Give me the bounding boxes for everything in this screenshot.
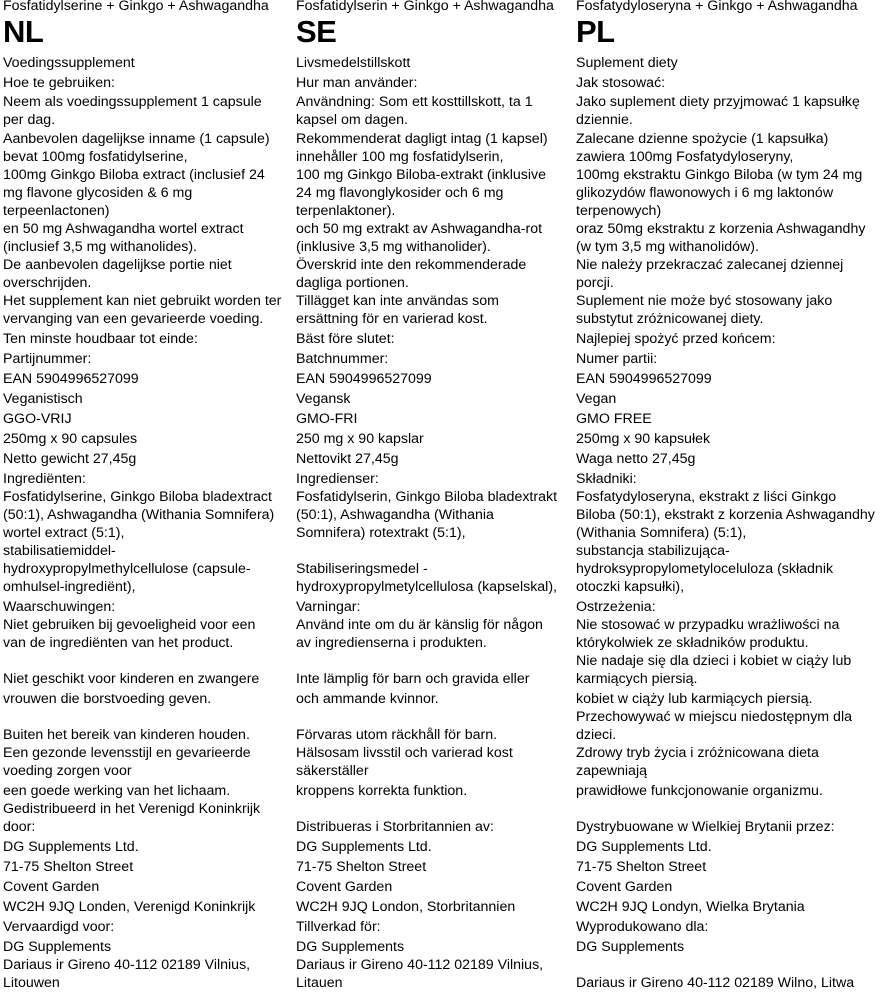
label-line: 71-75 Shelton Street: [296, 859, 427, 875]
label-line: Voedingssupplement: [3, 55, 135, 71]
label-line: substancja stabilizująca-: [576, 543, 730, 559]
label-line: Rekommenderat dagligt intag (1 kapsel): [296, 131, 548, 147]
label-line: Vervaardigd voor:: [3, 919, 115, 935]
label-line: voeding zorgen voor: [3, 763, 132, 779]
label-line: Najlepiej spożyć przed końcem:: [576, 331, 776, 347]
label-line: De aanbevolen dagelijkse portie niet: [3, 257, 232, 273]
label-line: Covent Garden: [296, 879, 393, 895]
label-line: Zdrowy tryb życia i zróżnicowana dieta: [576, 745, 819, 761]
label-line: een goede werking van het lichaam.: [3, 783, 231, 799]
label-line: (inklusive 3,5 mg withanolider).: [296, 239, 491, 255]
label-line: prawidłowe funkcjonowanie organizmu.: [576, 783, 823, 799]
label-line: kroppens korrekta funktion.: [296, 783, 468, 799]
label-line: Dystrybuowane w Wielkiej Brytanii przez:: [576, 819, 835, 835]
label-line: Dariaus ir Gireno 40-112 02189 Wilno, Litwa: [576, 975, 855, 991]
label-line: en 50 mg Ashwagandha wortel extract: [3, 221, 244, 237]
label-line: Ostrzeżenia:: [576, 599, 656, 615]
label-line: innehåller 100 mg fosfatidylserin,: [296, 149, 504, 165]
label-line: Partijnummer:: [3, 351, 92, 367]
label-line: stabilisatiemiddel-: [3, 543, 116, 559]
label-line: Niet geschikt voor kinderen en zwangere: [3, 671, 260, 687]
label-line: 100 mg Ginkgo Biloba-extrakt (inklusive: [296, 167, 546, 183]
label-line: Nie nadaje się dla dzieci i kobiet w ciąży lub: [576, 653, 852, 669]
label-line: 100mg Ginkgo Biloba extract (inclusief 24: [3, 167, 265, 183]
label-line: którykolwiek ze składników produktu.: [576, 635, 809, 651]
label-line: Tillverkad för:: [296, 919, 381, 935]
label-line: säkerställer: [296, 763, 369, 779]
label-line: kapsel om dagen.: [296, 112, 408, 128]
label-line: hydroxypropylmetylcellulosa (kapselskal),: [296, 579, 557, 595]
label-line: Hoe te gebruiken:: [3, 75, 115, 91]
label-line: Dariaus ir Gireno 40-112 02189 Vilnius,: [296, 957, 544, 973]
label-line: substytut zróżnicowanej diety.: [576, 311, 764, 327]
label-line: Livsmedelstillskott: [296, 55, 411, 71]
label-line: DG Supplements: [576, 939, 685, 955]
label-line: GGO-VRIJ: [3, 411, 72, 427]
label-line: Stabiliseringsmedel -: [296, 561, 428, 577]
label-line: 24 mg flavonglykosider och 6 mg: [296, 185, 504, 201]
label-line: Nie należy przekraczać zalecanej dziennej: [576, 257, 844, 273]
label-line: Använd inte om du är känslig för någon: [296, 617, 543, 633]
label-line: Distribueras i Storbritannien av:: [296, 819, 494, 835]
label-line: 71-75 Shelton Street: [576, 859, 707, 875]
label-line: Nettovikt 27,45g: [296, 451, 399, 467]
label-line: EAN 5904996527099: [576, 371, 712, 387]
label-line: Fosfatidylserin, Ginkgo Biloba bladextrakt: [296, 489, 558, 505]
label-line: Jako suplement diety przyjmować 1 kapsułkę: [576, 94, 860, 110]
label-line: Niet gebruiken bij gevoeligheid voor een: [3, 617, 256, 633]
label-line: Nie stosować w przypadku wrażliwości na: [576, 617, 840, 633]
label-line: Litauen: [296, 975, 343, 991]
label-line: Fosfatydyloseryna, ekstrakt z liści Ginkgo: [576, 489, 837, 505]
label-line: DG Supplements Ltd.: [3, 839, 139, 855]
label-line: mg flavone glycosiden & 6 mg: [3, 185, 193, 201]
label-line: GMO-FRI: [296, 411, 358, 427]
label-line: av ingredienserna i produkten.: [296, 635, 487, 651]
label-line: Suplement nie może być stosowany jako: [576, 293, 833, 309]
label-line: (Withania Somnifera) (5:1),: [576, 525, 747, 541]
label-line: Ingrediënten:: [3, 471, 86, 487]
label-line: Jak stosować:: [576, 75, 666, 91]
label-line: 250mg x 90 kapsułek: [576, 431, 711, 447]
label-line: Somnifera) rotextrakt (5:1),: [296, 525, 466, 541]
label-line: wortel extract (5:1),: [3, 525, 125, 541]
label-line: EAN 5904996527099: [3, 371, 139, 387]
label-line: Veganistisch: [3, 391, 83, 407]
label-line: Biloba (50:1), ekstrakt z korzenia Ashwagandhy: [576, 507, 875, 523]
label-line: otoczki kapsułki),: [576, 579, 685, 595]
label-line: Een gezonde levensstijl en gevarieerde: [3, 745, 251, 761]
label-line: porcji.: [576, 275, 614, 291]
label-line: Netto gewicht 27,45g: [3, 451, 137, 467]
product-title: Fosfatydyloseryna + Ginkgo + Ashwagandha: [576, 0, 858, 14]
label-line: Numer partii:: [576, 351, 658, 367]
label-line: och ammande kvinnor.: [296, 691, 439, 707]
label-line: Ingredienser:: [296, 471, 379, 487]
label-line: hydroxypropylmethylcellulose (capsule-: [3, 561, 251, 577]
label-line: WC2H 9JQ London, Storbritannien: [296, 899, 516, 915]
label-line: GMO FREE: [576, 411, 652, 427]
label-line: Batchnummer:: [296, 351, 389, 367]
label-line: Covent Garden: [3, 879, 100, 895]
label-column-nl: [3, 0, 303, 993]
label-line: 71-75 Shelton Street: [3, 859, 134, 875]
label-line: Gedistribueerd in het Verenigd Koninkrijk: [3, 801, 261, 817]
label-line: glikozydów flawonowych i 6 mg laktonów: [576, 185, 834, 201]
product-title: Fosfatidylserine + Ginkgo + Ashwagandha: [3, 0, 269, 14]
label-line: zapewniają: [576, 763, 647, 779]
label-line: DG Supplements: [3, 939, 112, 955]
label-line: Litouwen: [3, 975, 60, 991]
label-column-se: [296, 0, 586, 993]
label-line: WC2H 9JQ Londyn, Wielka Brytania: [576, 899, 805, 915]
label-line: Hur man använder:: [296, 75, 418, 91]
label-line: 100mg ekstraktu Ginkgo Biloba (w tym 24 mg: [576, 167, 863, 183]
label-line: DG Supplements Ltd.: [576, 839, 712, 855]
label-line: ersättning för en varierad kost.: [296, 311, 488, 327]
label-line: dziennie.: [576, 112, 633, 128]
label-line: Dariaus ir Gireno 40-112 02189 Vilnius,: [3, 957, 251, 973]
label-line: DG Supplements Ltd.: [296, 839, 432, 855]
label-line: hydroksypropylometyloceluloza (składnik: [576, 561, 834, 577]
label-line: omhulsel-ingrediënt),: [3, 579, 136, 595]
label-line: Överskrid inte den rekommenderade: [296, 257, 527, 273]
label-line: DG Supplements: [296, 939, 405, 955]
label-line: terpenowych): [576, 203, 662, 219]
label-line: 250 mg x 90 kapslar: [296, 431, 424, 447]
label-line: (50:1), Ashwagandha (Withania: [296, 507, 494, 523]
label-line: vervanging van een gevarieerde voeding.: [3, 311, 264, 327]
language-code: NL: [3, 14, 44, 49]
label-line: Suplement diety: [576, 55, 678, 71]
label-line: Bäst före slutet:: [296, 331, 395, 347]
label-line: Tillägget kan inte användas som: [296, 293, 499, 309]
label-line: (w tym 3,5 mg withanolidów).: [576, 239, 759, 255]
label-line: Wyprodukowano dla:: [576, 919, 709, 935]
label-line: Hälsosam livsstil och varierad kost: [296, 745, 513, 761]
label-line: Fosfatidylserine, Ginkgo Biloba bladextract: [3, 489, 272, 505]
label-line: (inclusief 3,5 mg withanolides).: [3, 239, 197, 255]
label-line: Neem als voedingssupplement 1 capsule: [3, 94, 262, 110]
label-line: oraz 50mg ekstraktu z korzenia Ashwagandhy: [576, 221, 866, 237]
label-line: Het supplement kan niet gebruikt worden ter: [3, 293, 282, 309]
label-line: WC2H 9JQ Londen, Verenigd Koninkrijk: [3, 899, 256, 915]
label-line: Covent Garden: [576, 879, 673, 895]
label-line: kobiet w ciąży lub karmiących piersią.: [576, 691, 813, 707]
label-line: 250mg x 90 capsules: [3, 431, 138, 447]
label-line: karmiących piersią.: [576, 671, 698, 687]
label-line: Inte lämplig för barn och gravida eller: [296, 671, 530, 687]
label-line: Vegansk: [296, 391, 351, 407]
label-line: Buiten het bereik van kinderen houden.: [3, 727, 250, 743]
label-line: Przechowywać w miejscu niedostępnym dla: [576, 709, 852, 725]
label-line: (50:1), Ashwagandha (Withania Somnifera): [3, 507, 275, 523]
product-title: Fosfatidylserin + Ginkgo + Ashwagandha: [296, 0, 554, 14]
label-line: vrouwen die borstvoeding geven.: [3, 691, 212, 707]
label-line: Waarschuwingen:: [3, 599, 116, 615]
label-line: och 50 mg extrakt av Ashwagandha-rot: [296, 221, 543, 237]
label-line: Waga netto 27,45g: [576, 451, 696, 467]
label-line: bevat 100mg fosfatidylserine,: [3, 149, 188, 165]
label-line: Användning: Som ett kosttillskott, ta 1: [296, 94, 533, 110]
label-line: door:: [3, 819, 36, 835]
label-line: overschrijden.: [3, 275, 92, 291]
label-line: Förvaras utom räckhåll för barn.: [296, 727, 498, 743]
label-line: van de ingrediënten van het product.: [3, 635, 234, 651]
label-line: Zalecane dzienne spożycie (1 kapsułka): [576, 131, 829, 147]
language-code: PL: [576, 14, 615, 49]
language-code: SE: [296, 14, 337, 49]
label-line: dzieci.: [576, 727, 617, 743]
label-line: terpeenlactonen): [3, 203, 110, 219]
label-line: Vegan: [576, 391, 617, 407]
label-line: Ten minste houdbaar tot einde:: [3, 331, 198, 347]
label-line: Składniki:: [576, 471, 637, 487]
label-line: EAN 5904996527099: [296, 371, 432, 387]
label-line: dagliga portionen.: [296, 275, 409, 291]
label-line: zawiera 100mg Fosfatydyloseryny,: [576, 149, 794, 165]
label-line: Aanbevolen dagelijkse inname (1 capsule): [3, 131, 270, 147]
label-line: terpenlaktoner).: [296, 203, 396, 219]
label-line: per dag.: [3, 112, 56, 128]
label-column-pl: [576, 0, 893, 993]
label-line: Varningar:: [296, 599, 361, 615]
